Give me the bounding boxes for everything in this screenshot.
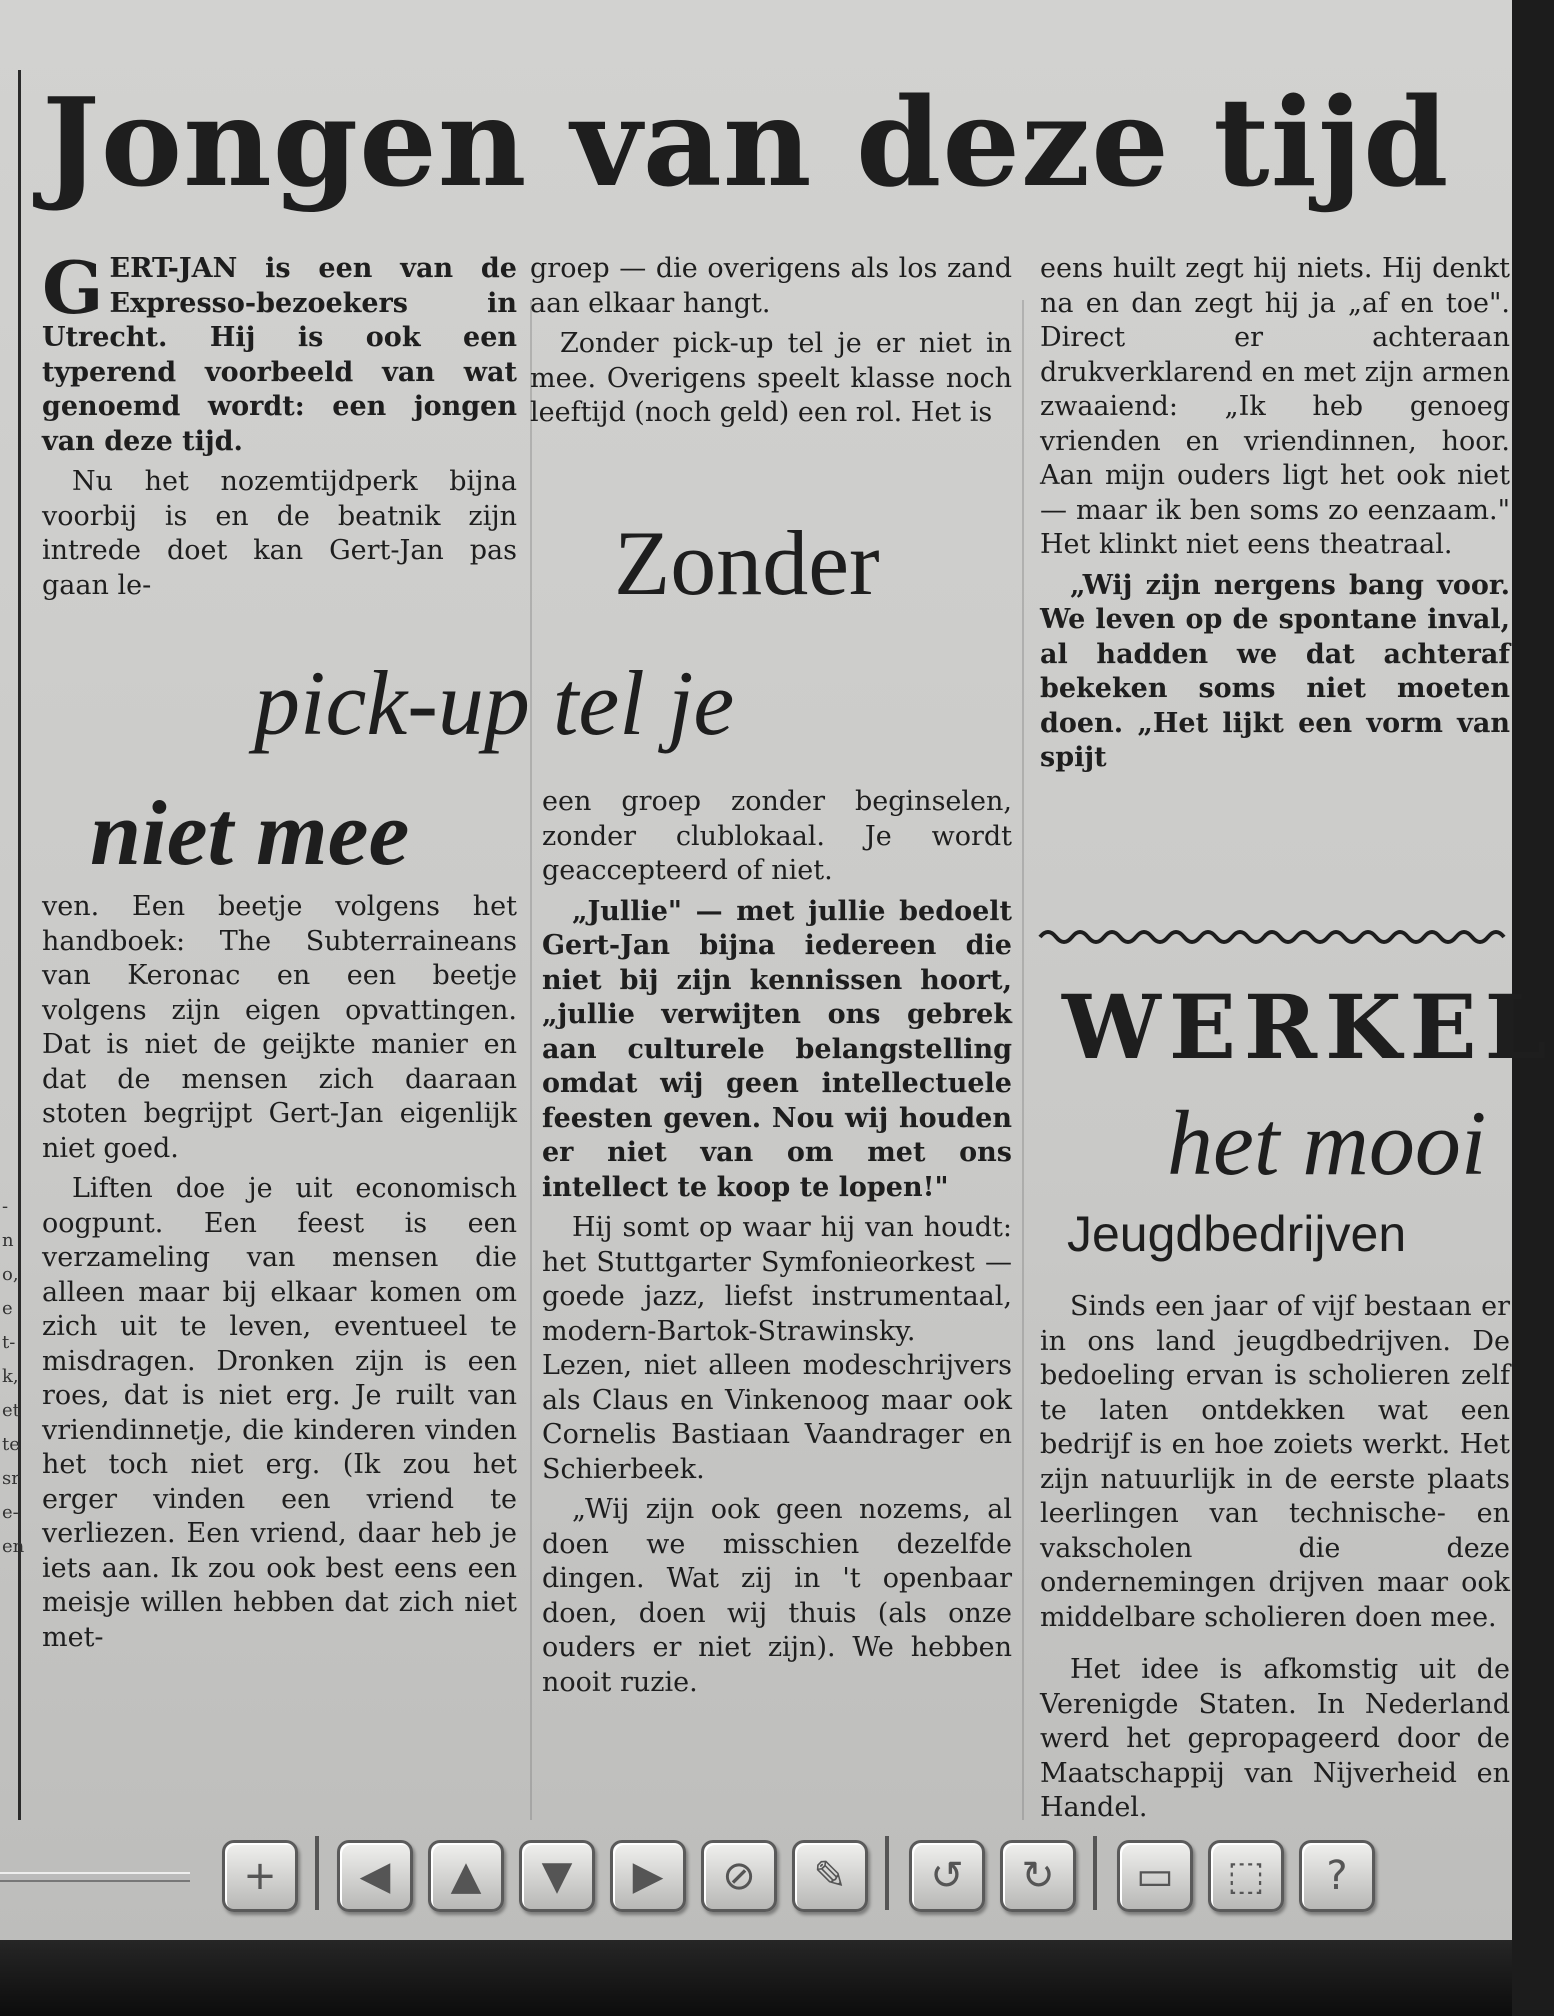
arrow-down-icon: ▼ xyxy=(541,1853,573,1899)
subhead-jeugdbedrijven: Jeugdbedrijven xyxy=(1067,1206,1407,1262)
column-divider xyxy=(530,300,532,1820)
paragraph: Zonder pick-up tel je er niet in mee. Overigens speelt klasse noch leeftijd (noch geld) een rol. Het is xyxy=(530,328,1012,428)
left-margin-clip xyxy=(0,70,25,1820)
subhead-niet-mee: niet mee xyxy=(90,782,410,884)
toolbar-separator xyxy=(885,1836,889,1910)
magnifier-icon: ⊘ xyxy=(722,1853,756,1899)
article-headline: Jongen van deze tijd xyxy=(42,70,1450,214)
monitor-bezel xyxy=(0,1940,1512,2016)
toolbar-separator xyxy=(315,1836,319,1910)
margin-fragment: - xyxy=(2,1196,9,1217)
margin-fragment: te xyxy=(2,1434,20,1455)
print-icon: ▭ xyxy=(1136,1853,1174,1899)
drop-cap: G xyxy=(42,245,104,330)
paragraph: „Wij zijn nergens bang voor. We leven op de spontane inval, al hadden we dat achteraf bekeken soms niet moeten doen. „Het lijkt een vorm van spijt xyxy=(1040,569,1510,773)
column-3-bottom xyxy=(1040,1290,1510,1832)
subhead-het-mooi: het mooi xyxy=(1167,1092,1487,1194)
plus-icon: + xyxy=(243,1853,277,1899)
paragraph: Sinds een jaar of vijf bestaan er in ons land jeugdbedrijven. De bedoeling ervan is scholieren zelf te laten ontdekken wat een bedrijf is en hoe zoiets werkt. Het zijn natuurlijk in de eerste plaats leerlingen van technische- en vakscholen die deze ondernemingen drijven maar ook middelbare scholieren doen mee. xyxy=(1040,1291,1510,1633)
rotate-left-button[interactable] xyxy=(909,1840,985,1912)
rotate-right-button[interactable] xyxy=(1000,1840,1076,1912)
paragraph: ven. Een beetje volgens het handboek: The Subterraineans van Keronac en een beetje volgens zijn eigen opvattingen. Dat is niet de geijkte manier en dat de mensen zich daaraan stoten begrijpt Gert-Jan eigenlijk niet goed. xyxy=(42,891,517,1164)
margin-fragment: e- xyxy=(2,1502,19,1523)
margin-fragment: n xyxy=(2,1230,14,1251)
column-divider xyxy=(1022,300,1024,1820)
column-1-top xyxy=(42,245,517,609)
newspaper-clipping xyxy=(22,40,1554,1823)
column-3-top xyxy=(1040,252,1510,782)
rotate-right-icon: ↻ xyxy=(1021,1853,1055,1899)
paragraph: „Jullie" — met jullie bedoelt Gert-Jan bijna iedereen die niet bij zijn kennissen hoort, „jullie verwijten ons gebrek aan culturele belangstelling omdat wij geen intellectuele feesten geven. Nou wij houden er niet van om met ons intellect te koop te lopen!" xyxy=(542,895,1012,1203)
column-2-bottom xyxy=(542,785,1012,1706)
crop-icon: ⬚ xyxy=(1227,1853,1265,1899)
paragraph: een groep zonder beginselen, zonder clublokaal. Je wordt geaccepteerd of niet. xyxy=(542,786,1012,886)
rotate-left-icon: ↺ xyxy=(930,1853,964,1899)
intro-paragraph: ERT-JAN is een van de Expresso-bezoekers in Utrecht. Hij is ook een typerend voorbeeld van wat genoemd wordt: een jongen van deze tijd. xyxy=(42,253,517,457)
magnify-button[interactable] xyxy=(701,1840,777,1912)
arrow-right-icon: ▶ xyxy=(632,1853,664,1899)
pin-button[interactable] xyxy=(792,1840,868,1912)
paragraph: „Wij zijn ook geen nozems, al doen we misschien dezelfde dingen. Wat zij in 't openbaar doen, doen wij thuis (als onze ouders er niet zijn). We hebben nooit ruzie. xyxy=(542,1494,1012,1698)
toolbar-track xyxy=(0,1872,190,1882)
margin-fragment: et xyxy=(2,1400,20,1421)
paragraph: Het idee is afkomstig uit de Verenigde Staten. In Nederland werd het gepropageerd door de Maatschappij van Nijverheid en Handel. xyxy=(1040,1654,1510,1823)
help-button[interactable] xyxy=(1299,1840,1375,1912)
next-button[interactable] xyxy=(610,1840,686,1912)
margin-fragment: o, xyxy=(2,1264,19,1285)
scroll-up-button[interactable] xyxy=(428,1840,504,1912)
paragraph: eens huilt zegt hij niets. Hij denkt na en dan zegt hij ja „af en toe". Direct er achteraan drukverklarend en met zijn armen zwaaiend: „Ik heb genoeg vrienden en vriendinnen, hoor. Aan mijn ouders ligt het ook niet — maar ik ben soms zo eenzaam." Het klinkt niet eens theatraal. xyxy=(1040,253,1510,560)
subhead-werkel: WERKEL xyxy=(1062,975,1554,1079)
column-1-bottom xyxy=(42,890,517,1661)
margin-fragment: k, xyxy=(2,1366,19,1387)
margin-fragment: t- xyxy=(2,1332,16,1353)
crop-button[interactable] xyxy=(1208,1840,1284,1912)
wavy-divider xyxy=(1040,925,1510,949)
arrow-up-icon: ▲ xyxy=(450,1853,482,1899)
paragraph: Nu het nozemtijdperk bijna voorbij is en de beatnik zijn intrede doet kan Gert-Jan pas gaan le- xyxy=(42,466,517,601)
toolbar-separator xyxy=(1093,1836,1097,1910)
paragraph: Liften doe je uit economisch oogpunt. Een feest is een verzameling van mensen die alleen maar bij elkaar komen om zich uit te leven, eventueel te misdragen. Dronken zijn is een roes, dat is niet erg. Je ruilt van vriendinnetje, die kinderen vinden het toch niet erg. (Ik zou het erger vinden een vriend te verliezen. Een vriend, daar heb je iets aan. Ik zou ook best eens een meisje willen hebben dat zich niet met- xyxy=(42,1173,517,1653)
scroll-down-button[interactable] xyxy=(519,1840,595,1912)
pin-icon: ✎ xyxy=(813,1853,847,1899)
margin-fragment: e xyxy=(2,1298,13,1319)
viewer-toolbar xyxy=(0,1828,1512,1918)
margin-fragment: sr xyxy=(2,1468,20,1489)
arrow-left-icon: ◀ xyxy=(359,1853,391,1899)
print-button[interactable] xyxy=(1117,1840,1193,1912)
margin-fragment: en xyxy=(2,1536,25,1557)
zoom-in-button[interactable] xyxy=(222,1840,298,1912)
help-icon: ? xyxy=(1326,1853,1348,1899)
previous-button[interactable] xyxy=(337,1840,413,1912)
subhead-pickup: pick-up tel je xyxy=(254,652,735,754)
paragraph: Hij somt op waar hij van houdt: het Stuttgarter Symfonieorkest — goede jazz, liefst instrumentaal, modern-Bartok-Strawinsky. Lezen, niet alleen modeschrijvers als Claus en Vinkenoog maar ook Cornelis Bastiaan Vaandrager en Schierbeek. xyxy=(542,1212,1012,1485)
subhead-zonder: Zonder xyxy=(614,512,880,614)
column-2-top xyxy=(530,252,1012,437)
paragraph: groep — die overigens als los zand aan elkaar hangt. xyxy=(530,253,1012,319)
